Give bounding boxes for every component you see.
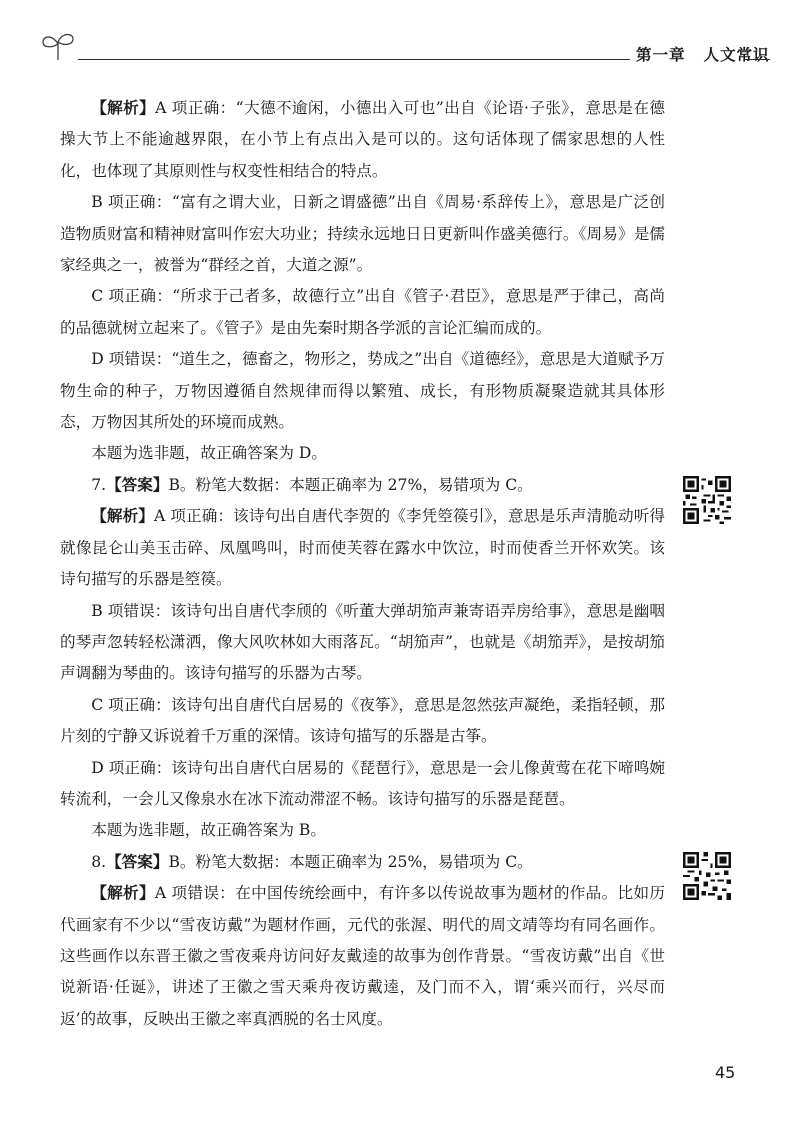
chapter-number: 第一章 bbox=[636, 46, 686, 64]
option-d-paragraph: D 项正确：该诗句出自唐代白居易的《琵琶行》，意思是一会儿像黄莺在花下啼鸣婉转流利，一会儿又像泉水在冰下流动滞涩不畅。该诗句描写的乐器是琵琶。 bbox=[60, 758, 665, 808]
chapter-title bbox=[636, 43, 770, 65]
option-b-paragraph: B 项正确：“富有之谓大业，日新之谓盛德”出自《周易·系辞传上》，意思是广泛创造物质财富和精神财富叫作宏大功业；持续永远地日日更新叫作盛美德行。《周易》是儒家经典之一，被誉为“群经之首，大道之源”。 bbox=[60, 193, 665, 275]
page-number: 45 bbox=[715, 1063, 736, 1082]
header-rule-tail bbox=[744, 59, 770, 60]
option-c-paragraph: C 项正确：该诗句出自唐代白居易的《夜筝》，意思是忽然弦声凝绝，柔指轻顿，那片刻的宁静又诉说着千万重的深情。该诗句描写的乐器是古筝。 bbox=[60, 695, 665, 746]
conclusion-paragraph: 本题为选非题，故正确答案为 D。 bbox=[91, 444, 327, 463]
analysis-paragraph: 【解析】A 项正确：该诗句出自唐代李贺的《李凭箜篌引》，意思是乐声清脆动听得就像昆仑山美玉击碎、凤凰鸣叫，时而使芙蓉在露水中饮泣，时而使香兰开怀欢笑。该诗句描写的乐器是箜篌。 bbox=[60, 507, 665, 589]
page-header bbox=[40, 26, 770, 66]
chapter-section: 人文常识 bbox=[703, 46, 770, 64]
qr-code-icon[interactable] bbox=[683, 476, 731, 524]
analysis-paragraph: 【解析】A 项正确：“大德不逾闲，小德出入可也”出自《论语·子张》，意思是在德操大节上不能逾越界限，在小节上有点出入是可以的。这句话体现了儒家思想的人性化，也体现了其原则性与权变性相结合的特点。 bbox=[60, 99, 665, 180]
option-b-paragraph: B 项错误：该诗句出自唐代李颀的《听董大弹胡笳声兼寄语弄房给事》，意思是幽咽的琴声忽转轻松潇洒，像大风吹林如大雨落瓦。“胡笳声”，也就是《胡笳弄》，是按胡笳声调翻为琴曲的。该诗句描写的乐器为古琴。 bbox=[60, 601, 665, 683]
answer-line-7: 7.【答案】B。粉笔大数据：本题正确率为 27%，易错项为 C。 bbox=[91, 475, 533, 494]
header-rule bbox=[78, 59, 630, 60]
page-body bbox=[60, 93, 665, 1035]
sprout-leaf-icon bbox=[40, 30, 76, 62]
analysis-paragraph: 【解析】A 项错误：在中国传统绘画中，有许多以传说故事为题材的作品。比如历代画家有不少以“雪夜访戴”为题材作画，元代的张渥、明代的周文靖等均有同名画作。这些画作以东晋王徽之雪夜乘舟访问好友戴逵的故事为创作背景。“雪夜访戴”出自《世说新语·任诞》，讲述了王徽之雪天乘舟夜访戴逵，及门而不入，谓‘乘兴而行，兴尽而返’的故事，反映出王徽之率真洒脱的名士风度。 bbox=[60, 884, 665, 1028]
option-c-paragraph: C 项正确：“所求于己者多，故德行立”出自《管子·君臣》，意思是严于律己，高尚的品德就树立起来了。《管子》是由先秦时期各学派的言论汇编而成的。 bbox=[60, 287, 665, 337]
answer-line-8: 8.【答案】B。粉笔大数据：本题正确率为 25%，易错项为 C。 bbox=[91, 852, 533, 871]
qr-code-icon[interactable] bbox=[683, 852, 731, 900]
option-d-paragraph: D 项错误：“道生之，德畜之，物形之，势成之”出自《道德经》，意思是大道赋予万物生命的种子，万物因遵循自然规律而得以繁殖、成长，有形物质凝聚造就其具体形态，万物因其所处的环境而成熟。 bbox=[60, 350, 665, 432]
conclusion-paragraph: 本题为选非题，故正确答案为 B。 bbox=[91, 821, 326, 840]
